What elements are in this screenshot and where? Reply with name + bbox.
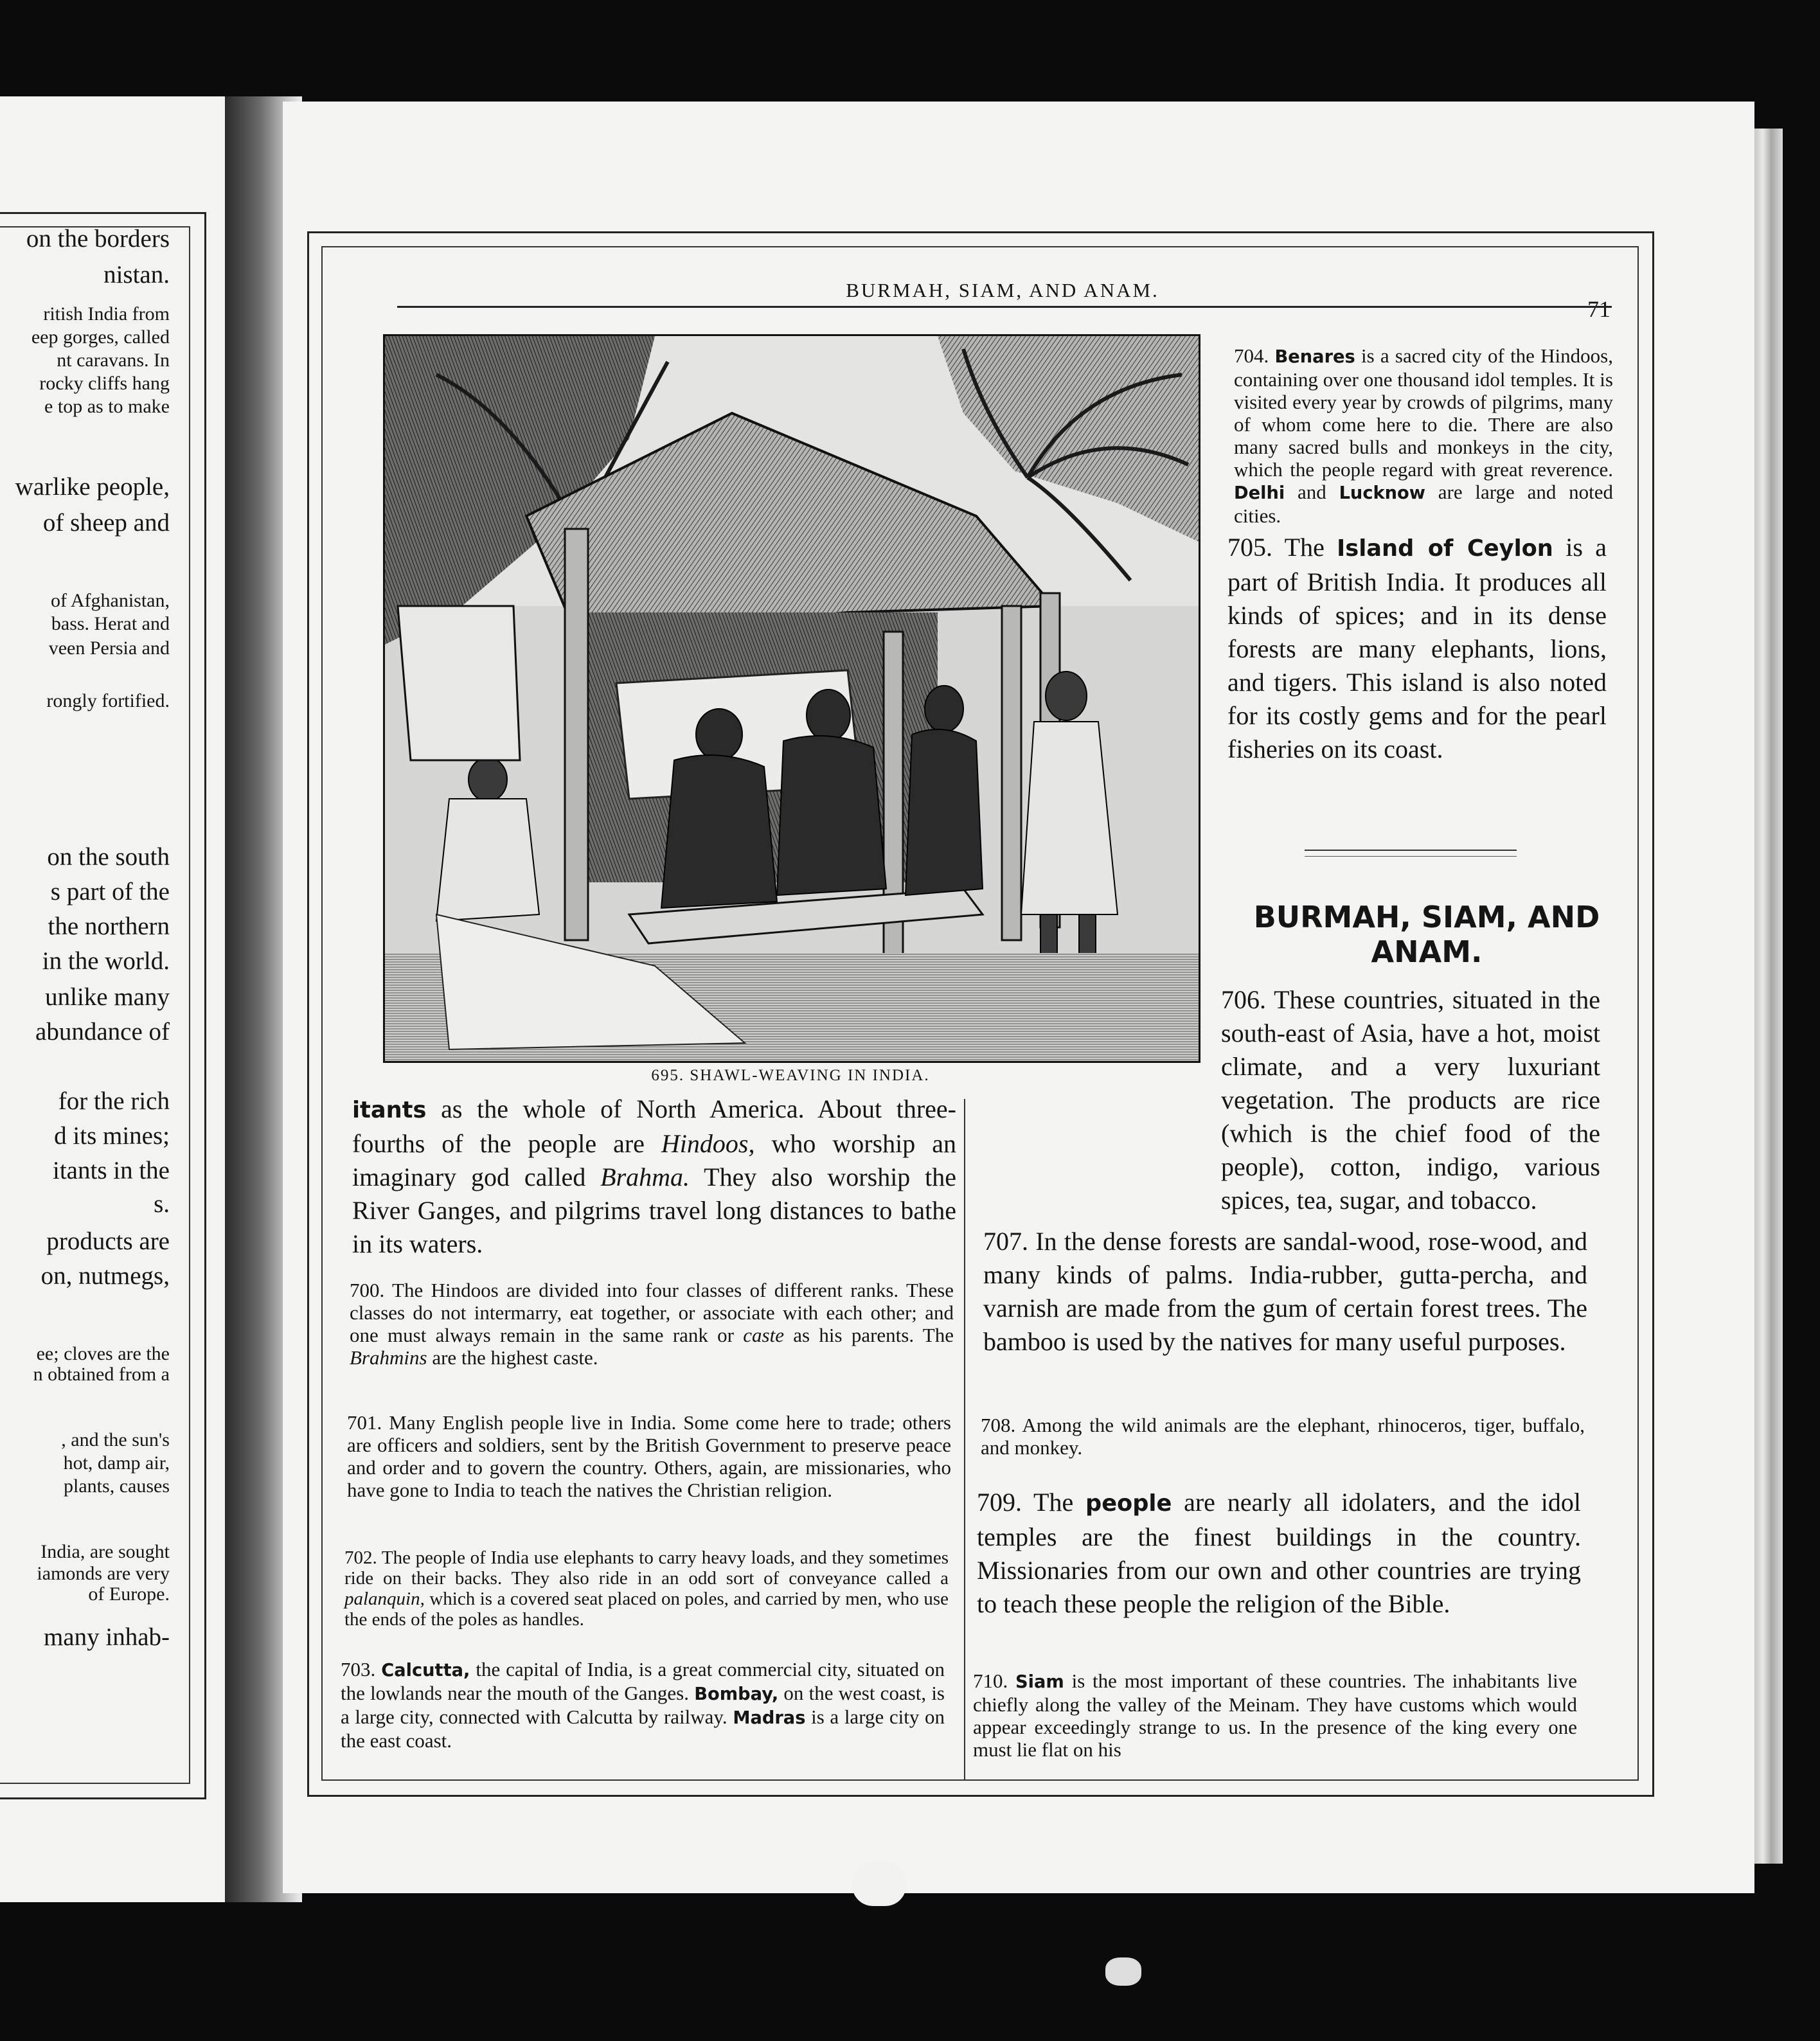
previous-page-line: s part of the: [50, 878, 170, 905]
previous-page-line: India, are sought: [40, 1541, 170, 1562]
paragraph-text: which is a covered seat placed on poles, and carried by men, who use the ends of the poles as handles.: [344, 1589, 949, 1630]
previous-page-line: s.: [154, 1190, 170, 1218]
header-rule: [397, 306, 1612, 308]
section-heading: BURMAH, SIAM, AND ANAM.: [1253, 900, 1600, 969]
paragraph-709: [977, 1486, 1581, 1621]
previous-page-line: d its mines;: [54, 1122, 170, 1150]
italic-term: Hindoos,: [661, 1129, 755, 1158]
paragraph-text: on the west coast, is a large city, connected with Calcutta by railway.: [341, 1682, 945, 1728]
previous-page-line: rocky cliffs hang: [39, 373, 170, 394]
previous-page-line: products are: [46, 1227, 170, 1255]
paragraph-text: the capital of India, is a great commercial city, situated on the lowlands near the mouth of the Ganges.: [341, 1658, 945, 1704]
paragraph-text: as his parents. The: [783, 1324, 954, 1346]
paragraph-705: [1227, 531, 1607, 766]
paragraph-number: 709.: [977, 1488, 1022, 1517]
paragraph-704: [1234, 344, 1613, 527]
paragraph-number: 710.: [973, 1670, 1008, 1692]
italic-term: Brahmins: [350, 1346, 427, 1369]
paragraph-text: Many English people live in India. Some come here to trade; others are officers and soldiers, sent by the British Government to preserve peace and order and to govern the country. Others, again, are missionaries, who have gone to India to teach the natives the Christian religion.: [347, 1411, 951, 1501]
paragraph-number: 704.: [1234, 344, 1269, 367]
paragraph-number: 706.: [1221, 985, 1266, 1014]
bold-term: itants: [352, 1097, 427, 1123]
column-rule: [964, 1099, 965, 1780]
paragraph-text: They also worship the River Ganges, and pilgrims travel long distances to bathe in its waters.: [352, 1163, 956, 1258]
continued-paragraph: [352, 1092, 956, 1261]
paragraph-710: [973, 1670, 1577, 1761]
previous-page-line: unlike many: [45, 983, 170, 1011]
paragraph-708: [981, 1414, 1585, 1459]
bold-term: Island of Ceylon: [1337, 535, 1553, 562]
paragraph-text: is the most important of these countries. The inhabitants live chiefly along the valley of the Meinam. They have customs which would appear exceedingly strange to us. In the presence of the king every one must lie flat on his: [973, 1670, 1577, 1761]
paragraph-707: [983, 1225, 1587, 1359]
previous-page-line: nistan.: [103, 261, 170, 289]
previous-page-line: n obtained from a: [33, 1364, 170, 1385]
previous-page-line: nt caravans. In: [57, 350, 170, 371]
italic-term: palanquin,: [344, 1589, 425, 1609]
paragraph-number: 708.: [981, 1414, 1016, 1436]
previous-page-line: hot, damp air,: [63, 1452, 170, 1474]
previous-page-line: rongly fortified.: [46, 690, 170, 711]
paragraph-text: is a sacred city of the Hindoos, containing over one thousand idol temples. It is visited every year by crowds of pilgrims, many of whom come here to die. There are also many sacred bulls and monkeys in the city, which the people regard with great reverence.: [1234, 344, 1613, 481]
paragraph-text: is a large city on the east coast.: [341, 1706, 945, 1752]
binding-clip: [852, 1861, 906, 1906]
previous-page-line: bass. Herat and: [51, 613, 170, 634]
paragraph-text: The: [1022, 1488, 1085, 1517]
scan-background: [0, 1902, 1820, 2041]
running-title: BURMAH, SIAM, AND ANAM.: [846, 279, 1159, 301]
paragraph-706-start: [1221, 983, 1600, 1217]
paragraph-text: are the highest caste.: [427, 1346, 598, 1369]
paragraph-702: [344, 1547, 949, 1630]
previous-page-line: many inhab-: [43, 1623, 170, 1651]
paragraph-text: These countries, situated in the south-east of Asia, have a hot, moist climate, and a very luxuriant vegetation. The products are rice (which is the chief food of the people), cotton, indigo, various spices, tea, sugar, and tobacco.: [1221, 985, 1600, 1215]
previous-page-line: veen Persia and: [48, 637, 170, 659]
previous-page-line: plants, causes: [64, 1475, 170, 1497]
previous-page-line: itants in the: [53, 1157, 170, 1184]
previous-page-line: eep gorges, called: [31, 326, 170, 348]
paragraph-text: are large and noted cities.: [1234, 481, 1613, 527]
section-divider-thin: [1305, 856, 1517, 857]
paragraph-number: 700.: [350, 1279, 385, 1301]
paragraph-text: are nearly all idolaters, and the idol temples are the finest buildings in the country. Missionaries from our own and other countries are trying to teach these people the religion of the Bible.: [977, 1488, 1581, 1618]
paragraph-text: as the whole of North America. About three-fourths of the people are: [352, 1094, 956, 1158]
bold-term: Lucknow: [1339, 483, 1425, 503]
previous-page-line: ee; cloves are the: [36, 1343, 170, 1364]
page-number: 71: [1587, 296, 1610, 322]
previous-page-line: warlike people,: [15, 473, 170, 501]
scan-artifact: [1105, 1957, 1141, 1986]
paragraph-text: The Hindoos are divided into four classes of different ranks. These classes do not intermarry, eat together, or associate with each other; and one must always remain in the same rank or: [350, 1279, 954, 1346]
bold-term: people: [1085, 1490, 1172, 1517]
section-divider: [1305, 850, 1517, 851]
figure-caption: 695. SHAWL-WEAVING IN INDIA.: [651, 1067, 930, 1084]
previous-page-line: on, nutmegs,: [40, 1262, 170, 1290]
bold-term: Bombay,: [694, 1684, 779, 1704]
previous-page-line: of Europe.: [88, 1583, 170, 1605]
bold-term: Delhi: [1234, 483, 1285, 503]
bold-term: Siam: [1015, 1672, 1064, 1692]
bold-term: Benares: [1274, 347, 1355, 367]
paragraph-number: 701.: [347, 1411, 382, 1434]
page-edges: [1754, 129, 1783, 1864]
previous-page-line: of Afghanistan,: [51, 590, 170, 611]
paragraph-700: [350, 1279, 954, 1369]
previous-page-line: abundance of: [35, 1018, 170, 1046]
italic-term: Brahma.: [600, 1163, 690, 1191]
paragraph-text: who worship an imaginary god called: [352, 1129, 956, 1191]
previous-page-line: in the world.: [42, 947, 170, 975]
bold-term: Madras: [733, 1708, 806, 1728]
paragraph-number: 707.: [983, 1227, 1028, 1256]
paragraph-number: 705.: [1227, 533, 1272, 562]
paragraph-number: 702.: [344, 1547, 377, 1568]
previous-page-line: on the south: [47, 843, 170, 871]
previous-page-line: e top as to make: [44, 396, 170, 417]
previous-page-line: for the rich: [58, 1087, 170, 1115]
paragraph-703: [341, 1658, 945, 1752]
shawl-weaving-engraving: [383, 334, 1200, 1063]
previous-page-line: ritish India from: [43, 303, 170, 325]
previous-page-line: , and the sun's: [61, 1429, 170, 1450]
paragraph-text: In the dense forests are sandal-wood, rose-wood, and many kinds of palms. India-rubber, gutta-percha, and varnish are made from the gum of certain forest trees. The bamboo is used by the natives for many useful purposes.: [983, 1227, 1587, 1356]
engraving-artwork: [385, 336, 1199, 1061]
paragraph-text: Among the wild animals are the elephant, rhinoceros, tiger, buffalo, and monkey.: [981, 1414, 1585, 1459]
paragraph-number: 703.: [341, 1658, 376, 1680]
paragraph-text: The people of India use elephants to carry heavy loads, and they sometimes ride on their backs. They also ride in an odd sort of conveyance called a: [344, 1547, 949, 1589]
paragraph-701: [347, 1411, 951, 1501]
previous-page-line: iamonds are very: [37, 1563, 170, 1584]
previous-page-line: of sheep and: [42, 509, 170, 537]
previous-page-line: on the borders: [26, 225, 170, 253]
italic-term: caste: [743, 1324, 784, 1346]
bold-term: Calcutta,: [381, 1661, 470, 1680]
paragraph-text: The: [1272, 533, 1337, 562]
previous-page-line: the northern: [48, 913, 170, 940]
paragraph-text: is a part of British India. It produces all kinds of spices; and in its dense forests are many elephants, lions, and tigers. This island is also noted for its costly gems and for the pearl fisheries on its coast.: [1227, 533, 1607, 763]
paragraph-text: and: [1285, 481, 1339, 503]
